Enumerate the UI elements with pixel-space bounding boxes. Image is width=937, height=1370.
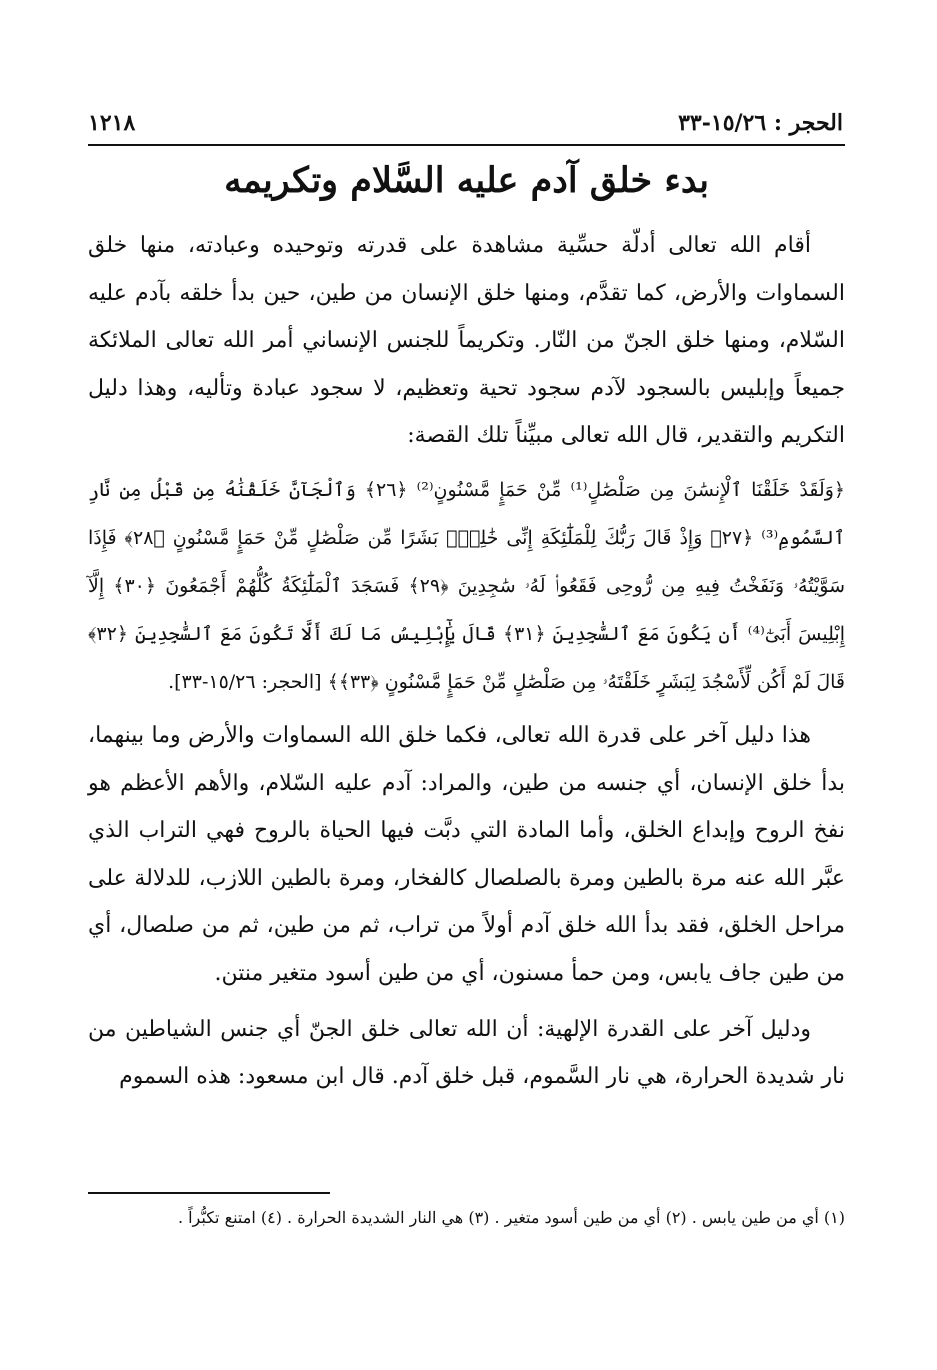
header-divider: [88, 144, 845, 146]
surah-reference: الحجر : ١٥/٢٦-٣٣: [678, 110, 843, 136]
jinn-paragraph: ودليل آخر على القدرة الإلهية: أن الله تعالى خلق الجنّ أي جنس الشياطين من نار شديدة الحرارة، هي نار السَّموم، قبل خلق آدم. قال ابن مسعود: هذه السموم: [88, 1016, 845, 1090]
quran-verses: ﴿وَلَقَدْ خَلَقْنَا ٱلْإِنسَٰنَ مِن صَلْصَٰلٍ⁽¹⁾ مِّنْ حَمَإٍ مَّسْنُونٍ⁽²⁾ ﴿٢٦﴾ وَٱلْجَآنَّ خَلَقْنَٰهُ مِن قَبْلُ مِن نَّارِ ٱلسَّمُومِ⁽³⁾ ﴿٢٧﴾ وَإِذْ قَالَ رَبُّكَ لِلْمَلَٰٓئِكَةِ إِنِّى خَٰلِقٌۢ بَشَرًا مِّن صَلْصَٰلٍ مِّنْ حَمَإٍ مَّسْنُونٍ ﴿٢٨﴾ فَإِذَا سَوَّيْتُهُۥ وَنَفَخْتُ فِيهِ مِن رُّوحِى فَقَعُوا۟ لَهُۥ سَٰجِدِينَ ﴿٢٩﴾ فَسَجَدَ ٱلْمَلَٰٓئِكَةُ كُلُّهُمْ أَجْمَعُونَ ﴿٣٠﴾ إِلَّآ إِبْلِيسَ أَبَىٰٓ⁽⁴⁾ أَن يَكُونَ مَعَ ٱلسَّٰجِدِينَ ﴿٣١﴾ قَالَ يَٰٓإِبْلِيسُ مَا لَكَ أَلَّا تَكُونَ مَعَ ٱلسَّٰجِدِينَ ﴿٣٢﴾ قَالَ لَمْ أَكُن لِّأَسْجُدَ لِبَشَرٍ خَلَقْتَهُۥ مِن صَلْصَٰلٍ مِّنْ حَمَإٍ مَّسْنُونٍ ﴿٣٣﴾﴾ [الحجر: ١٥/٢٦-٣٣].: [88, 478, 846, 693]
body-text: [88, 222, 845, 1101]
footnotes: (١) أي من طين يابس . (٢) أي من طين أسود متغير . (٣) هي النار الشديدة الحرارة . (٤) امتنع تكبُّراً .: [177, 1208, 845, 1227]
commentary-paragraph: هذا دليل آخر على قدرة الله تعالى، فكما خلق الله السماوات والأرض وما بينهما، بدأ خلق الإنسان، أي جنسه من طين، والمراد: آدم عليه السّلام، والأهم الأعظم هو نفخ الروح وإبداع الخلق، وأما المادة التي دبَّت فيها الحياة بالروح فهي التراب الذي عبَّر الله عنه مرة بالطين ومرة بالصلصال كالفخار، ومرة بالطين اللازب، للدلالة على مراحل الخلق، فقد بدأ الله خلق آدم أولاً من تراب، ثم من طين، ثم من صلصال، أي من طين جاف يابس، ومن حمأ مسنون، أي من طين أسود متغير منتن.: [88, 722, 845, 986]
page-number: ١٢١٨: [88, 110, 136, 136]
chapter-title: بدء خلق آدم عليه السَّلام وتكريمه: [224, 160, 709, 201]
intro-paragraph: أقام الله تعالى أدلّة حسِّية مشاهدة على قدرته وتوحيده وعبادته، منها خلق السماوات والأرض، كما تقدَّم، ومنها خلق الإنسان من طين، حين بدأ خلقه بآدم عليه السّلام، ومنها خلق الجنّ من النّار. وتكريماً للجنس الإنساني أمر الله تعالى الملائكة جميعاً وإبليس بالسجود لآدم سجود تحية وتعظيم، لا سجود عبادة وتأليه، وهذا دليل التكريم والتقدير، قال الله تعالى مبيِّناً تلك القصة:: [88, 233, 845, 449]
book-page: [88, 0, 845, 1370]
footnote-divider: [88, 1192, 330, 1194]
running-header: [88, 110, 845, 144]
